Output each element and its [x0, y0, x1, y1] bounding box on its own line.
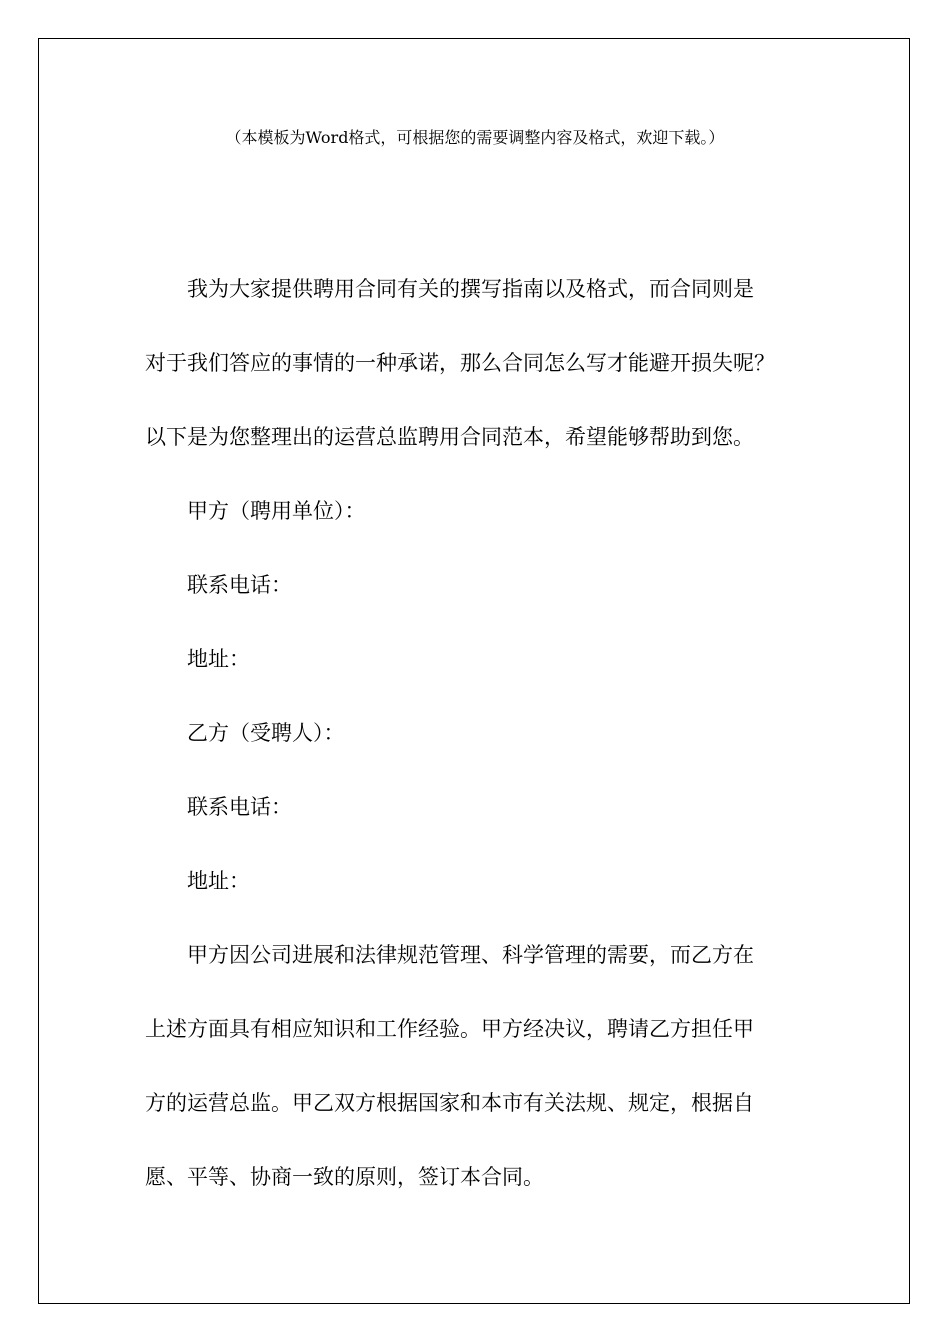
- template-note: （本模板为Word格式，可根据您的需要调整内容及格式，欢迎下载。）: [225, 128, 725, 147]
- intro-line-2: 对于我们答应的事情的一种承诺，那么合同怎么写才能避开损失呢？: [145, 351, 775, 375]
- document-body: [145, 252, 815, 1214]
- preamble-line-3: 方的运营总监。甲乙双方根据国家和本市有关法规、规定，根据自: [145, 1091, 754, 1115]
- party-a-address-label: 地址：: [187, 647, 250, 671]
- preamble-line-2: 上述方面具有相应知识和工作经验。甲方经决议，聘请乙方担任甲: [145, 1017, 754, 1041]
- preamble-line-4: 愿、平等、协商一致的原则，签订本合同。: [145, 1165, 544, 1189]
- intro-line-3: 以下是为您整理出的运营总监聘用合同范本，希望能够帮助到您。: [145, 425, 754, 449]
- party-b-address-label: 地址：: [187, 869, 250, 893]
- intro-line-1: 我为大家提供聘用合同有关的撰写指南以及格式，而合同则是: [187, 277, 754, 301]
- preamble-paragraph: [145, 918, 815, 1214]
- intro-paragraph: [145, 252, 815, 474]
- party-b-label: 乙方（受聘人）：: [187, 721, 345, 745]
- party-a-phone-label: 联系电话：: [187, 573, 292, 597]
- party-b-phone-label: 联系电话：: [187, 795, 292, 819]
- preamble-line-1: 甲方因公司进展和法律规范管理、科学管理的需要，而乙方在: [187, 943, 754, 967]
- party-a-label: 甲方（聘用单位）：: [187, 499, 366, 523]
